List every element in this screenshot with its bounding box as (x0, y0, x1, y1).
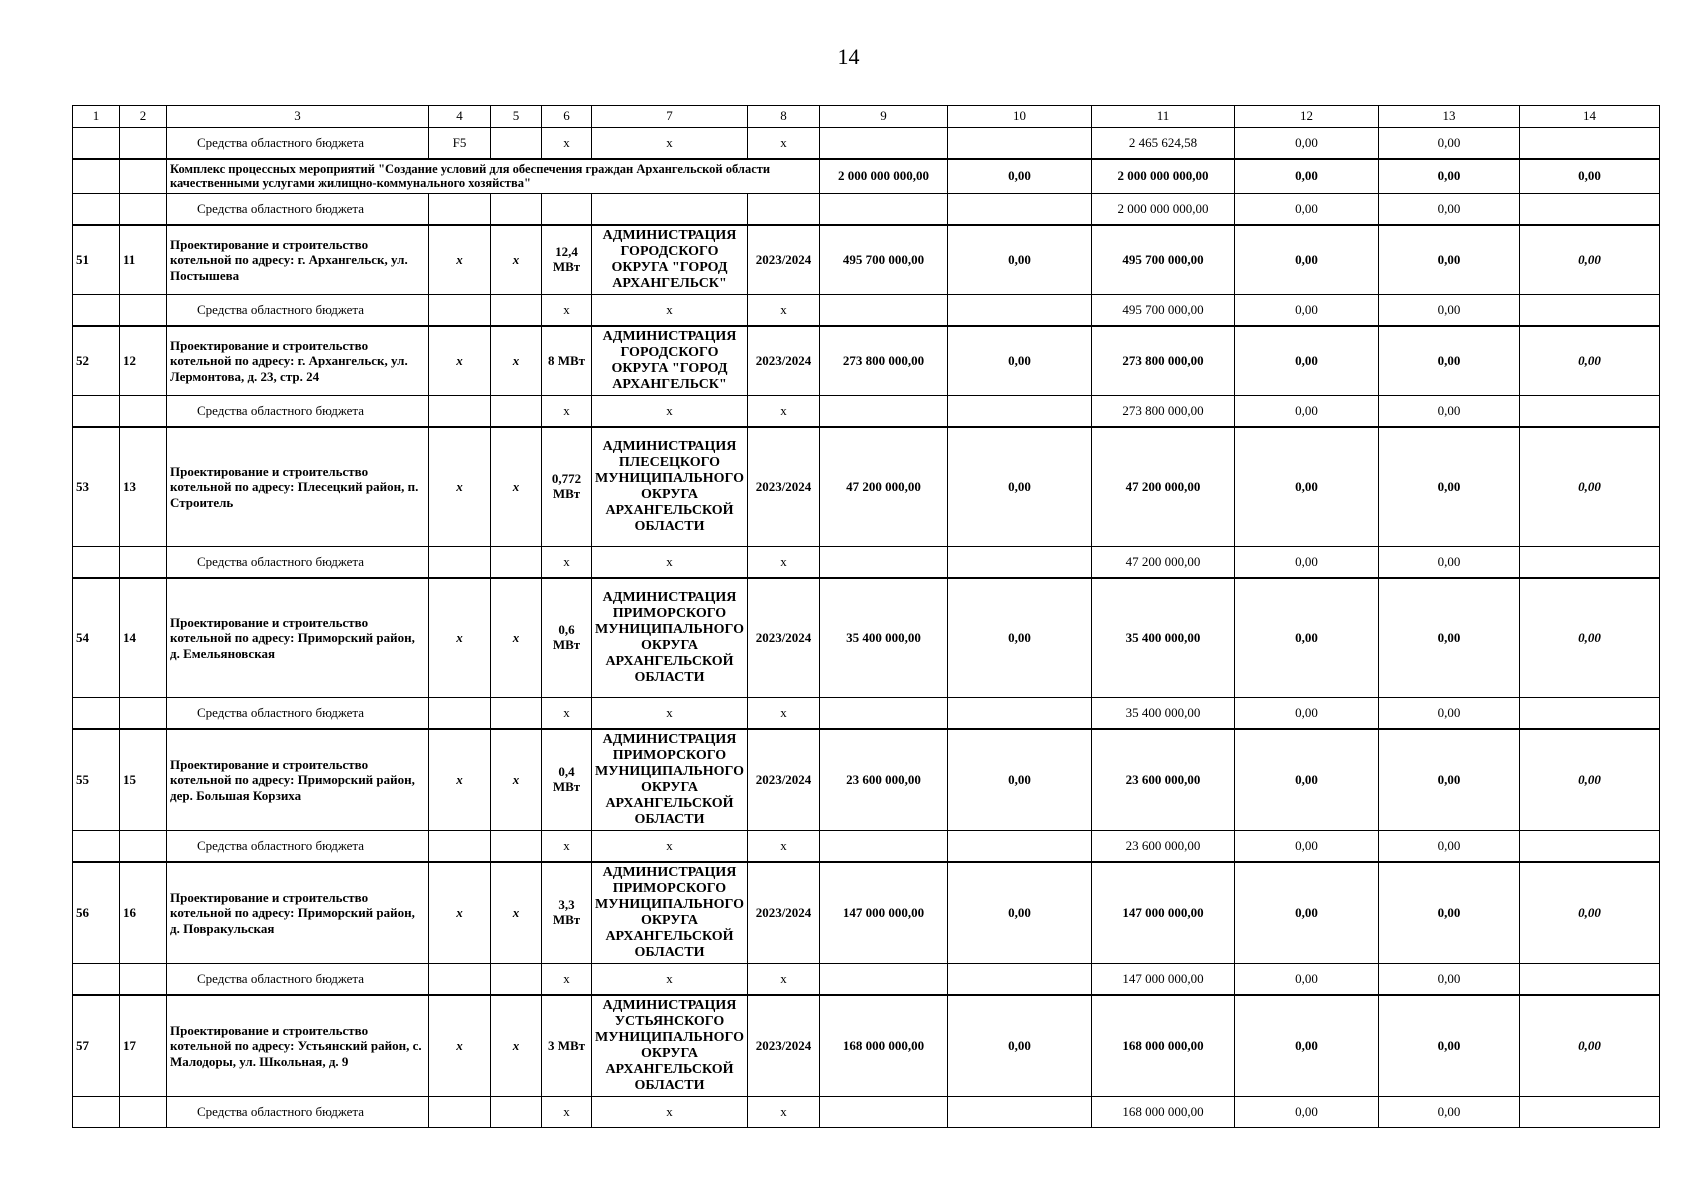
header-cell: 12 (1235, 106, 1379, 128)
project-description: Проектирование и строительство котельной по адресу: Плесецкий район, п. Строитель (167, 427, 429, 547)
row-number: 55 (73, 729, 120, 831)
power-cell: 3,3 МВт (542, 862, 592, 964)
amount-cell: 0,00 (1235, 698, 1379, 730)
project-row (73, 729, 1660, 831)
x-cell: x (592, 396, 748, 428)
row-subnumber: 16 (120, 862, 167, 964)
power-cell: 0,772 МВт (542, 427, 592, 547)
amount-cell: 0,00 (1235, 862, 1379, 964)
administrator-cell: АДМИНИСТРАЦИЯ ПРИМОРСКОГО МУНИЦИПАЛЬНОГО ОКРУГА АРХАНГЕЛЬСКОЙ ОБЛАСТИ (592, 862, 748, 964)
power-cell: 3 МВт (542, 995, 592, 1097)
amount-cell: 2 000 000 000,00 (1092, 194, 1235, 226)
amount-cell: 0,00 (948, 578, 1092, 698)
x-cell: x (542, 964, 592, 996)
x-cell: x (592, 698, 748, 730)
header-cell: 4 (429, 106, 491, 128)
amount-cell: 0,00 (948, 427, 1092, 547)
amount-cell: 2 000 000 000,00 (820, 159, 948, 194)
amount-cell: 35 400 000,00 (1092, 698, 1235, 730)
page-number: 14 (837, 44, 860, 69)
row-subnumber: 14 (120, 578, 167, 698)
years-cell: 2023/2024 (748, 225, 820, 295)
amount-cell: 35 400 000,00 (1092, 578, 1235, 698)
x-cell: x (429, 578, 491, 698)
amount-cell: 0,00 (1379, 862, 1520, 964)
years-cell: 2023/2024 (748, 578, 820, 698)
x-cell: x (429, 995, 491, 1097)
funding-source-row (73, 964, 1660, 996)
administrator-cell: АДМИНИСТРАЦИЯ УСТЬЯНСКОГО МУНИЦИПАЛЬНОГО ОКРУГА АРХАНГЕЛЬСКОЙ ОБЛАСТИ (592, 995, 748, 1097)
funding-source-label: Средства областного бюджета (167, 295, 429, 327)
funding-source-row (73, 1097, 1660, 1128)
amount-cell: 0,00 (1379, 729, 1520, 831)
amount-cell: 0,00 (1379, 578, 1520, 698)
amount-cell: 0,00 (1520, 995, 1660, 1097)
amount-cell: 0,00 (1379, 698, 1520, 730)
power-cell: 0,6 МВт (542, 578, 592, 698)
administrator-cell: АДМИНИСТРАЦИЯ ПРИМОРСКОГО МУНИЦИПАЛЬНОГО ОКРУГА АРХАНГЕЛЬСКОЙ ОБЛАСТИ (592, 729, 748, 831)
funding-source-row (73, 295, 1660, 327)
row-subnumber: 12 (120, 326, 167, 396)
x-cell: x (748, 547, 820, 579)
amount-cell: 0,00 (948, 225, 1092, 295)
amount-cell: 23 600 000,00 (820, 729, 948, 831)
funding-source-label: Средства областного бюджета (167, 396, 429, 428)
x-cell: x (491, 427, 542, 547)
project-description: Проектирование и строительство котельной по адресу: Устьянский район, с. Малодоры, ул. Школьная, д. 9 (167, 995, 429, 1097)
row-subnumber: 11 (120, 225, 167, 295)
x-cell: x (429, 427, 491, 547)
header-cell: 8 (748, 106, 820, 128)
amount-cell: 0,00 (1379, 225, 1520, 295)
x-cell: x (491, 729, 542, 831)
amount-cell: 0,00 (1379, 128, 1520, 160)
amount-cell: 168 000 000,00 (820, 995, 948, 1097)
project-description: Проектирование и строительство котельной по адресу: Приморский район, дер. Большая Корзиха (167, 729, 429, 831)
amount-cell: 2 465 624,58 (1092, 128, 1235, 160)
amount-cell: 0,00 (948, 326, 1092, 396)
years-cell: 2023/2024 (748, 995, 820, 1097)
x-cell: x (542, 128, 592, 160)
project-row (73, 995, 1660, 1097)
amount-cell: 0,00 (1235, 427, 1379, 547)
x-cell: x (748, 698, 820, 730)
funding-source-row (73, 831, 1660, 863)
amount-cell: 0,00 (1520, 225, 1660, 295)
x-cell: x (592, 964, 748, 996)
amount-cell: 0,00 (1235, 225, 1379, 295)
amount-cell: 0,00 (1235, 1097, 1379, 1128)
x-cell: x (592, 831, 748, 863)
power-cell: 12,4 МВт (542, 225, 592, 295)
x-cell: x (491, 326, 542, 396)
amount-cell: 0,00 (1379, 194, 1520, 226)
x-cell: x (429, 729, 491, 831)
row-subnumber: 15 (120, 729, 167, 831)
administrator-cell: АДМИНИСТРАЦИЯ ПРИМОРСКОГО МУНИЦИПАЛЬНОГО ОКРУГА АРХАНГЕЛЬСКОЙ ОБЛАСТИ (592, 578, 748, 698)
x-cell: x (592, 128, 748, 160)
x-cell: x (429, 225, 491, 295)
row-number: 54 (73, 578, 120, 698)
funding-source-row (73, 547, 1660, 579)
amount-cell: 0,00 (1235, 547, 1379, 579)
amount-cell: 168 000 000,00 (1092, 1097, 1235, 1128)
project-description: Проектирование и строительство котельной по адресу: г. Архангельск, ул. Постышева (167, 225, 429, 295)
administrator-cell: АДМИНИСТРАЦИЯ ГОРОДСКОГО ОКРУГА "ГОРОД АРХАНГЕЛЬСК" (592, 326, 748, 396)
row-number: 51 (73, 225, 120, 295)
power-cell: 0,4 МВт (542, 729, 592, 831)
amount-cell: 35 400 000,00 (820, 578, 948, 698)
funding-source-row (73, 194, 1660, 226)
administrator-cell: АДМИНИСТРАЦИЯ ПЛЕСЕЦКОГО МУНИЦИПАЛЬНОГО ОКРУГА АРХАНГЕЛЬСКОЙ ОБЛАСТИ (592, 427, 748, 547)
amount-cell: 147 000 000,00 (820, 862, 948, 964)
x-cell: x (542, 831, 592, 863)
complex-row (73, 159, 1660, 194)
amount-cell: 0,00 (1235, 995, 1379, 1097)
project-row (73, 862, 1660, 964)
amount-cell: 0,00 (1235, 578, 1379, 698)
amount-cell: 0,00 (1379, 295, 1520, 327)
amount-cell: 0,00 (1235, 159, 1379, 194)
amount-cell: 273 800 000,00 (1092, 326, 1235, 396)
amount-cell: 147 000 000,00 (1092, 964, 1235, 996)
header-cell: 1 (73, 106, 120, 128)
amount-cell: 0,00 (1235, 396, 1379, 428)
row-number: 53 (73, 427, 120, 547)
header-cell: 10 (948, 106, 1092, 128)
header-cell: 13 (1379, 106, 1520, 128)
amount-cell: 0,00 (1379, 964, 1520, 996)
amount-cell: 0,00 (1235, 295, 1379, 327)
header-cell: 3 (167, 106, 429, 128)
header-cell: 6 (542, 106, 592, 128)
row-number: 52 (73, 326, 120, 396)
power-cell: 8 МВт (542, 326, 592, 396)
amount-cell: 495 700 000,00 (820, 225, 948, 295)
project-description: Проектирование и строительство котельной по адресу: Приморский район, д. Емельяновская (167, 578, 429, 698)
funding-source-label: Средства областного бюджета (167, 547, 429, 579)
amount-cell: 0,00 (1379, 326, 1520, 396)
amount-cell: 168 000 000,00 (1092, 995, 1235, 1097)
amount-cell: 273 800 000,00 (1092, 396, 1235, 428)
amount-cell: 23 600 000,00 (1092, 729, 1235, 831)
amount-cell: 0,00 (1235, 964, 1379, 996)
funding-source-label: Средства областного бюджета (167, 128, 429, 160)
amount-cell: 0,00 (1520, 578, 1660, 698)
x-cell: x (542, 1097, 592, 1128)
x-cell: x (542, 295, 592, 327)
complex-title: Комплекс процессных мероприятий "Создание условий для обеспечения граждан Архангельской области качественными услугами жилищно-коммунального хозяйства" (167, 159, 820, 194)
x-cell: x (748, 396, 820, 428)
budget-table (72, 105, 1660, 1128)
x-cell: x (542, 396, 592, 428)
funding-source-row (73, 698, 1660, 730)
amount-cell: 0,00 (948, 995, 1092, 1097)
x-cell: x (748, 128, 820, 160)
amount-cell: 0,00 (1520, 326, 1660, 396)
x-cell: x (748, 964, 820, 996)
amount-cell: 0,00 (1520, 427, 1660, 547)
funding-source-row (73, 396, 1660, 428)
row-number: 56 (73, 862, 120, 964)
amount-cell: 0,00 (948, 862, 1092, 964)
amount-cell: 495 700 000,00 (1092, 225, 1235, 295)
amount-cell: 0,00 (1379, 547, 1520, 579)
years-cell: 2023/2024 (748, 729, 820, 831)
x-cell: x (491, 995, 542, 1097)
project-row (73, 427, 1660, 547)
x-cell: x (592, 1097, 748, 1128)
column-number-row (73, 106, 1660, 128)
amount-cell: 47 200 000,00 (820, 427, 948, 547)
amount-cell: 0,00 (1379, 1097, 1520, 1128)
amount-cell: 0,00 (1379, 995, 1520, 1097)
x-cell: x (542, 698, 592, 730)
amount-cell: 0,00 (1235, 326, 1379, 396)
amount-cell: 0,00 (1379, 159, 1520, 194)
amount-cell: 0,00 (1520, 159, 1660, 194)
amount-cell: 0,00 (1379, 427, 1520, 547)
years-cell: 2023/2024 (748, 427, 820, 547)
funding-source-label: Средства областного бюджета (167, 194, 429, 226)
x-cell: x (491, 225, 542, 295)
project-row (73, 225, 1660, 295)
amount-cell: 47 200 000,00 (1092, 547, 1235, 579)
administrator-cell: АДМИНИСТРАЦИЯ ГОРОДСКОГО ОКРУГА "ГОРОД АРХАНГЕЛЬСК" (592, 225, 748, 295)
header-cell: 2 (120, 106, 167, 128)
amount-cell: 0,00 (1379, 831, 1520, 863)
header-cell: 5 (491, 106, 542, 128)
x-cell: x (748, 1097, 820, 1128)
amount-cell: 2 000 000 000,00 (1092, 159, 1235, 194)
years-cell: 2023/2024 (748, 862, 820, 964)
years-cell: 2023/2024 (748, 326, 820, 396)
x-cell: x (748, 295, 820, 327)
amount-cell: 0,00 (1235, 831, 1379, 863)
amount-cell: 147 000 000,00 (1092, 862, 1235, 964)
amount-cell: 47 200 000,00 (1092, 427, 1235, 547)
funding-source-label: Средства областного бюджета (167, 964, 429, 996)
code-cell: F5 (429, 128, 491, 160)
amount-cell: 23 600 000,00 (1092, 831, 1235, 863)
amount-cell: 273 800 000,00 (820, 326, 948, 396)
row-subnumber: 17 (120, 995, 167, 1097)
amount-cell: 0,00 (948, 159, 1092, 194)
funding-source-label: Средства областного бюджета (167, 831, 429, 863)
funding-source-row (73, 128, 1660, 160)
amount-cell: 0,00 (1520, 729, 1660, 831)
x-cell: x (491, 862, 542, 964)
amount-cell: 0,00 (1235, 128, 1379, 160)
x-cell: x (592, 295, 748, 327)
x-cell: x (491, 578, 542, 698)
project-row (73, 578, 1660, 698)
x-cell: x (542, 547, 592, 579)
amount-cell: 0,00 (948, 729, 1092, 831)
row-number: 57 (73, 995, 120, 1097)
project-description: Проектирование и строительство котельной по адресу: г. Архангельск, ул. Лермонтова, д. 23, стр. 24 (167, 326, 429, 396)
header-cell: 14 (1520, 106, 1660, 128)
x-cell: x (429, 326, 491, 396)
header-cell: 7 (592, 106, 748, 128)
funding-source-label: Средства областного бюджета (167, 698, 429, 730)
x-cell: x (429, 862, 491, 964)
amount-cell: 495 700 000,00 (1092, 295, 1235, 327)
header-cell: 9 (820, 106, 948, 128)
x-cell: x (592, 547, 748, 579)
header-cell: 11 (1092, 106, 1235, 128)
amount-cell: 0,00 (1520, 862, 1660, 964)
x-cell: x (748, 831, 820, 863)
amount-cell: 0,00 (1379, 396, 1520, 428)
project-row (73, 326, 1660, 396)
amount-cell: 0,00 (1235, 729, 1379, 831)
amount-cell: 0,00 (1235, 194, 1379, 226)
funding-source-label: Средства областного бюджета (167, 1097, 429, 1128)
row-subnumber: 13 (120, 427, 167, 547)
project-description: Проектирование и строительство котельной по адресу: Приморский район, д. Повракульская (167, 862, 429, 964)
